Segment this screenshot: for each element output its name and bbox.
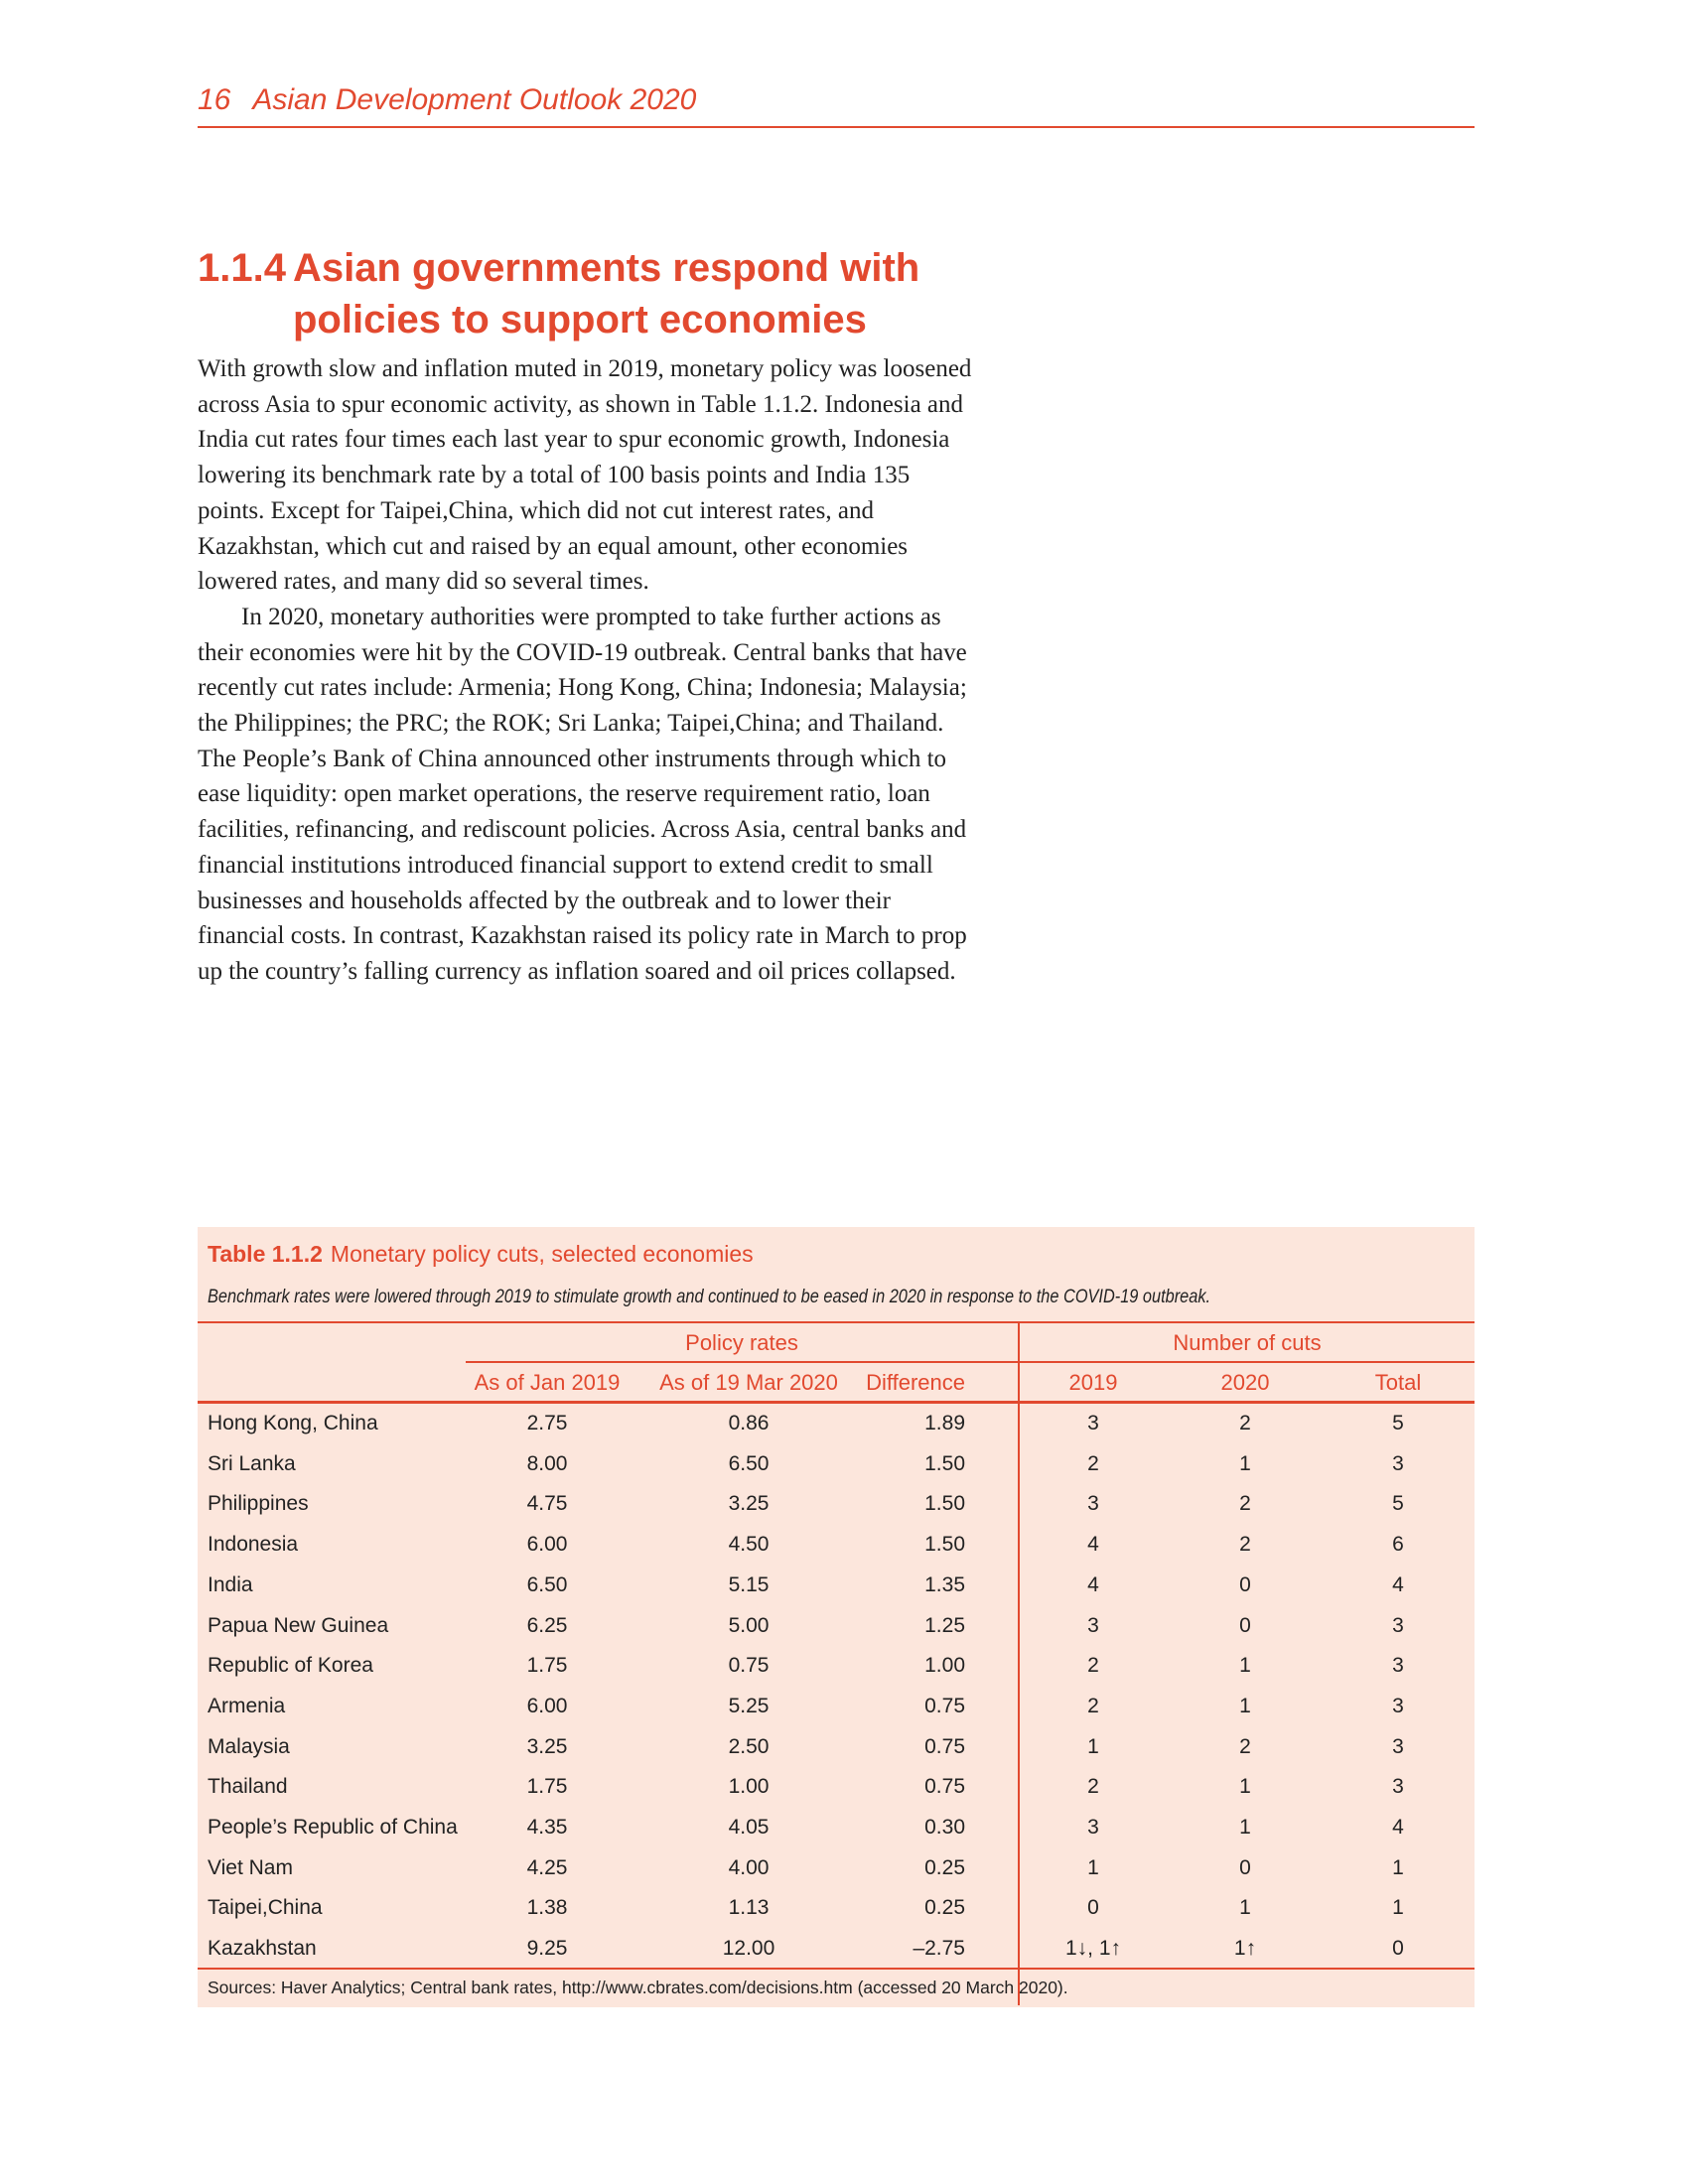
table-cell: 4 — [1087, 1572, 1099, 1596]
table-cell: 9.25 — [526, 1937, 568, 1961]
column-header: As of 19 Mar 2020 — [659, 1370, 838, 1395]
table-cell: 6 — [1392, 1533, 1404, 1557]
table-cell: 1 — [1239, 1694, 1251, 1717]
table-cell: 2 — [1087, 1654, 1099, 1678]
table-cell: 2 — [1239, 1492, 1251, 1516]
section-heading — [198, 242, 1091, 345]
column-header: Total — [1374, 1370, 1422, 1395]
table-cell: 1.75 — [526, 1775, 568, 1799]
table-cell: 12.00 — [722, 1937, 775, 1961]
table-cell: 1.38 — [526, 1896, 568, 1920]
row-economy: India — [208, 1572, 253, 1596]
table-cell: 1 — [1087, 1734, 1099, 1758]
table-cell: 4.35 — [526, 1816, 568, 1839]
table-cell: 2.75 — [526, 1412, 568, 1434]
table-cell: 0 — [1239, 1572, 1251, 1596]
table-cell: 6.00 — [526, 1533, 568, 1557]
table-cell: 3 — [1087, 1412, 1099, 1434]
table-cell: 3 — [1392, 1734, 1404, 1758]
table-cell: 1 — [1239, 1654, 1251, 1678]
table-cell: 5.15 — [728, 1572, 770, 1596]
table-cell: 4.25 — [526, 1855, 568, 1879]
table-cell: 1.00 — [728, 1775, 770, 1799]
table-cell: 0.30 — [924, 1816, 965, 1839]
table-cell: 3 — [1392, 1775, 1404, 1799]
table-cell: 0 — [1392, 1937, 1404, 1961]
table-cell: 0.75 — [728, 1654, 770, 1678]
table-cell: 3 — [1392, 1451, 1404, 1475]
table-cell: 1 — [1239, 1451, 1251, 1475]
table-cell: 6.25 — [526, 1613, 568, 1637]
page-number: 16 — [198, 83, 231, 116]
table-cell: 2 — [1087, 1451, 1099, 1475]
table-cell: 2 — [1087, 1775, 1099, 1799]
table-cell: –2.75 — [913, 1937, 965, 1961]
table-cell: 0.75 — [924, 1734, 965, 1758]
row-economy: Viet Nam — [208, 1855, 293, 1879]
row-economy: People’s Republic of China — [208, 1816, 458, 1839]
table-cell: 1 — [1392, 1855, 1404, 1879]
table-cell: 1.50 — [924, 1451, 965, 1475]
column-header: 2019 — [1068, 1370, 1118, 1395]
table-cell: 4 — [1392, 1816, 1404, 1839]
table-cell: 5 — [1392, 1492, 1404, 1516]
header-rule — [198, 126, 1475, 128]
table-cell: 6.50 — [728, 1451, 770, 1475]
table-cell: 1.89 — [924, 1412, 965, 1434]
table-cell: 1.25 — [924, 1613, 965, 1637]
table-cell: 2 — [1239, 1412, 1251, 1434]
group-divider — [1018, 1322, 1020, 2005]
row-economy: Kazakhstan — [208, 1937, 317, 1961]
row-economy: Philippines — [208, 1492, 309, 1516]
table-cell: 2 — [1239, 1734, 1251, 1758]
table-cell: 1↓, 1↑ — [1064, 1937, 1122, 1961]
running-head — [198, 83, 696, 117]
table-cell: 3.25 — [526, 1734, 568, 1758]
row-economy: Armenia — [208, 1694, 286, 1717]
table-title-text: Monetary policy cuts, selected economies — [330, 1241, 754, 1267]
table-cell: 1 — [1239, 1816, 1251, 1839]
table-cell: 4.75 — [526, 1492, 568, 1516]
group-rule — [466, 1361, 1475, 1363]
section-number: 1.1.4 — [198, 246, 286, 290]
table-cell: 3 — [1087, 1613, 1099, 1637]
table-cell: 4.00 — [728, 1855, 770, 1879]
table-title — [208, 1241, 754, 1268]
paragraph: With growth slow and inflation muted in 2019, monetary policy was loosened across Asia to spur economic activity, as shown in Table 1.1.2. Indonesia and India cut rates four times each last year to spur economic growth, Indonesia lowering its benchmark rate by a total of 100 basis points and India 135 points. Except for Taipei,China, which did not cut interest rates, and Kazakhstan, which cut and raised by an equal amount, other economies lowered rates, and many did so several times. — [198, 355, 972, 596]
column-header: Difference — [866, 1370, 965, 1395]
section-title-line2: policies to support economies — [293, 298, 867, 341]
table-cell: 1 — [1087, 1855, 1099, 1879]
table-cell: 3 — [1087, 1492, 1099, 1516]
table-cell: 0.25 — [924, 1855, 965, 1879]
table-cell: 1↑ — [1233, 1937, 1257, 1961]
table-bottom-rule — [198, 1968, 1475, 1970]
table-cell: 0.75 — [924, 1694, 965, 1717]
publication-title: Asian Development Outlook 2020 — [252, 83, 697, 116]
table-cell: 2 — [1087, 1694, 1099, 1717]
group-header-number-of-cuts: Number of cuts — [1173, 1330, 1322, 1355]
table-cell: 0 — [1087, 1896, 1099, 1920]
table-source: Sources: Haver Analytics; Central bank rates, http://www.cbrates.com/decisions.htm (accessed 20 March 2020). — [208, 1978, 1068, 1997]
table-1-1-2 — [198, 1227, 1475, 2007]
table-cell: 3 — [1392, 1694, 1404, 1717]
section-title-line1: Asian governments respond with — [293, 246, 920, 290]
table-cell: 3.25 — [728, 1492, 770, 1516]
table-cell: 4 — [1392, 1572, 1404, 1596]
row-economy: Taipei,China — [208, 1896, 323, 1920]
table-cell: 0.86 — [728, 1412, 770, 1434]
row-economy: Hong Kong, China — [208, 1412, 378, 1434]
body-text — [198, 351, 982, 990]
row-economy: Republic of Korea — [208, 1654, 373, 1678]
table-cell: 8.00 — [526, 1451, 568, 1475]
table-label: Table 1.1.2 — [208, 1241, 323, 1267]
table-top-rule — [198, 1321, 1475, 1323]
table-cell: 6.50 — [526, 1572, 568, 1596]
table-cell: 1.35 — [924, 1572, 965, 1596]
row-economy: Papua New Guinea — [208, 1613, 389, 1637]
table-cell: 2.50 — [728, 1734, 770, 1758]
table-cell: 3 — [1087, 1816, 1099, 1839]
table-cell: 1.13 — [728, 1896, 770, 1920]
table-cell: 3 — [1392, 1654, 1404, 1678]
table-cell: 2 — [1239, 1533, 1251, 1557]
table-cell: 0.75 — [924, 1775, 965, 1799]
row-economy: Thailand — [208, 1775, 288, 1799]
column-header: 2020 — [1220, 1370, 1270, 1395]
row-economy: Indonesia — [208, 1533, 299, 1557]
table-cell: 1.50 — [924, 1492, 965, 1516]
table-cell: 4 — [1087, 1533, 1099, 1557]
row-economy: Sri Lanka — [208, 1451, 296, 1475]
header-bottom-rule — [198, 1401, 1475, 1404]
column-header: As of Jan 2019 — [474, 1370, 621, 1395]
table-cell: 5 — [1392, 1412, 1404, 1434]
table-cell: 4.50 — [728, 1533, 770, 1557]
row-economy: Malaysia — [208, 1734, 290, 1758]
table-cell: 1.50 — [924, 1533, 965, 1557]
table-cell: 1 — [1392, 1896, 1404, 1920]
table-cell: 4.05 — [728, 1816, 770, 1839]
table-cell: 0 — [1239, 1613, 1251, 1637]
table-cell: 1 — [1239, 1896, 1251, 1920]
table-cell: 6.00 — [526, 1694, 568, 1717]
table-subtitle: Benchmark rates were lowered through 2019 to stimulate growth and continued to be eased in 2020 in response to the COVID-19 outbreak. — [208, 1287, 1211, 1307]
table-cell: 5.00 — [728, 1613, 770, 1637]
table-cell: 1.00 — [924, 1654, 965, 1678]
table-cell: 1.75 — [526, 1654, 568, 1678]
table-cell: 0 — [1239, 1855, 1251, 1879]
table-cell: 1 — [1239, 1775, 1251, 1799]
paragraph: In 2020, monetary authorities were prompted to take further actions as their economies were hit by the COVID-19 outbreak. Central banks that have recently cut rates include: Armenia; Hong Kong, China; Indonesia; Malaysia; the Philippines; the PRC; the ROK; Sri Lanka; Taipei,China; and Thailand. The People’s Bank of China announced other instruments through which to ease liquidity: open market operations, the reserve requirement ratio, loan facilities, refinancing, and rediscount policies. Across Asia, central banks and financial institutions introduced financial support to extend credit to small businesses and households affected by the outbreak and to lower their financial costs. In contrast, Kazakhstan raised its policy rate in March to prop up the country’s falling currency as inflation soared and oil prices collapsed. — [198, 603, 967, 985]
table-cell: 3 — [1392, 1613, 1404, 1637]
table-cell: 5.25 — [728, 1694, 770, 1717]
table-cell: 0.25 — [924, 1896, 965, 1920]
group-header-policy-rates: Policy rates — [685, 1330, 798, 1355]
